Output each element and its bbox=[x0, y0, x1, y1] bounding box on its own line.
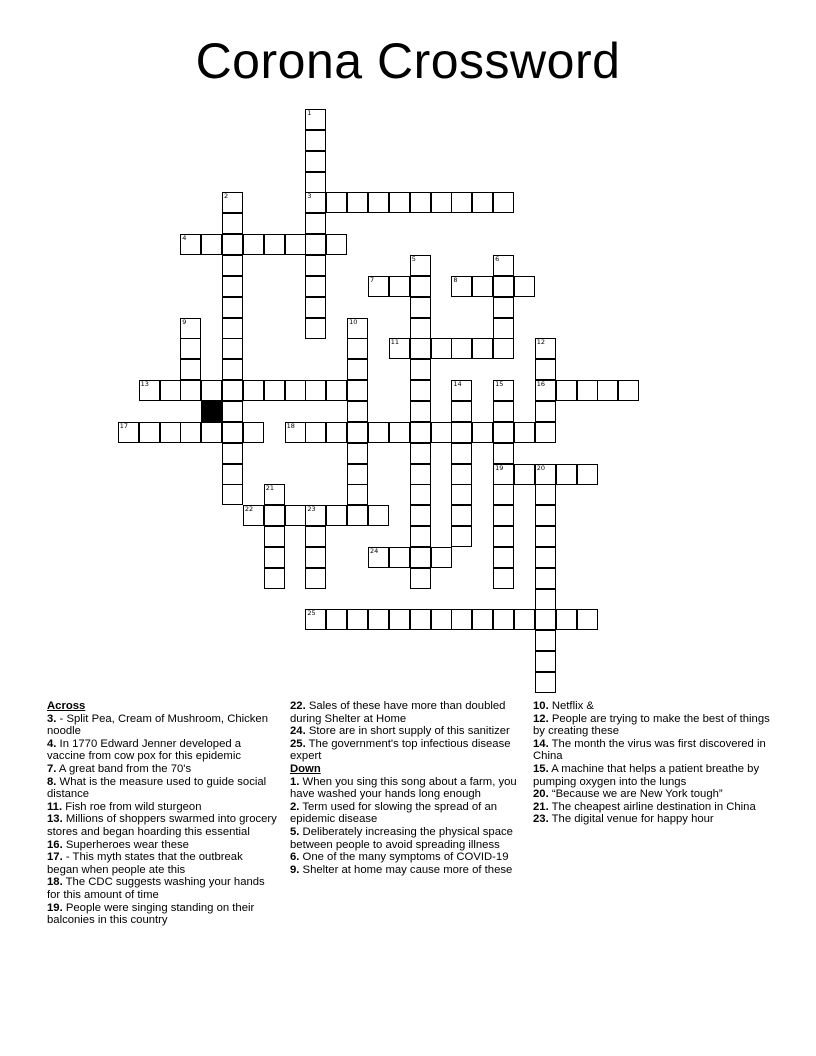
grid-cell[interactable] bbox=[326, 505, 347, 526]
grid-cell[interactable] bbox=[556, 464, 577, 485]
grid-cell[interactable] bbox=[243, 505, 264, 526]
grid-cell[interactable] bbox=[493, 255, 514, 276]
grid-cell[interactable] bbox=[493, 484, 514, 505]
grid-cell[interactable] bbox=[535, 380, 556, 401]
grid-cell[interactable] bbox=[368, 505, 389, 526]
grid-cell[interactable] bbox=[305, 109, 326, 130]
grid-cell[interactable] bbox=[305, 547, 326, 568]
grid-cell[interactable] bbox=[451, 276, 472, 297]
grid-cell[interactable] bbox=[326, 609, 347, 630]
grid-cell[interactable] bbox=[451, 338, 472, 359]
grid-cell[interactable] bbox=[410, 401, 431, 422]
grid-cell[interactable] bbox=[451, 526, 472, 547]
grid-cell[interactable] bbox=[160, 422, 181, 443]
clue-across-4: 4. In 1770 Edward Jenner developed a vaccine from cow pox for this epidemic bbox=[47, 737, 242, 763]
grid-cell[interactable] bbox=[347, 464, 368, 485]
clue-number: 14 bbox=[453, 380, 462, 389]
grid-cell[interactable] bbox=[305, 318, 326, 339]
clue-number: 19 bbox=[495, 463, 504, 472]
grid-cell[interactable] bbox=[222, 464, 243, 485]
grid-cell[interactable] bbox=[514, 464, 535, 485]
grid-cell[interactable] bbox=[493, 547, 514, 568]
grid-cell[interactable] bbox=[472, 609, 493, 630]
grid-cell[interactable] bbox=[180, 422, 201, 443]
grid-cell[interactable] bbox=[451, 380, 472, 401]
grid-cell[interactable] bbox=[535, 568, 556, 589]
grid-cell[interactable] bbox=[347, 609, 368, 630]
grid-cell[interactable] bbox=[410, 192, 431, 213]
clue-across-19: 19. People were singing standing on their balconies in this country bbox=[47, 901, 255, 927]
page-title: Corona Crossword bbox=[195, 33, 621, 89]
grid-cell[interactable] bbox=[180, 318, 201, 339]
grid-cell[interactable] bbox=[368, 547, 389, 568]
grid-cell[interactable] bbox=[410, 297, 431, 318]
clue-down-10: 10. Netflix & bbox=[533, 700, 594, 712]
grid-cell[interactable] bbox=[389, 609, 410, 630]
grid-cell[interactable] bbox=[535, 672, 556, 693]
grid-cell[interactable] bbox=[305, 172, 326, 193]
clue-number: 24 bbox=[370, 546, 379, 555]
clue-number: 1 bbox=[307, 109, 312, 117]
grid-cell[interactable] bbox=[535, 547, 556, 568]
grid-cell[interactable] bbox=[472, 276, 493, 297]
clue-down-20: 20. “Because we are New York tough” bbox=[533, 788, 723, 801]
grid-cell[interactable] bbox=[201, 234, 222, 255]
clue-across-18: 18. The CDC suggests washing your hands for this amount of time bbox=[47, 876, 265, 901]
grid-cell[interactable] bbox=[264, 568, 285, 589]
grid-cell[interactable] bbox=[222, 338, 243, 359]
grid-cell[interactable] bbox=[285, 380, 306, 401]
grid-cell[interactable] bbox=[222, 234, 243, 255]
grid-cell[interactable] bbox=[201, 422, 222, 443]
grid-cell[interactable] bbox=[493, 276, 514, 297]
clue-across-24: 24. Store are in short supply of this sanitizer bbox=[290, 725, 510, 738]
grid-cell[interactable] bbox=[180, 380, 201, 401]
clue-number: 10 bbox=[349, 317, 358, 326]
grid-cell[interactable] bbox=[347, 318, 368, 339]
grid-cell[interactable] bbox=[493, 505, 514, 526]
clue-number: 2 bbox=[224, 192, 229, 201]
grid-cell[interactable] bbox=[451, 609, 472, 630]
grid-cell[interactable] bbox=[535, 609, 556, 630]
grid-cell[interactable] bbox=[535, 464, 556, 485]
grid-cell[interactable] bbox=[577, 380, 598, 401]
clue-down-2: 2. Term used for slowing the spread of an epidemic disease bbox=[290, 800, 498, 826]
clue-down-9: 9. Shelter at home may cause more of these bbox=[290, 863, 513, 876]
grid-cell[interactable] bbox=[180, 359, 201, 380]
grid-cell[interactable] bbox=[139, 380, 160, 401]
clue-down-15: 15. A machine that helps a patient breathe by pumping oxygen into the lungs bbox=[533, 762, 760, 788]
grid-cell[interactable] bbox=[305, 526, 326, 547]
grid-cell[interactable] bbox=[347, 422, 368, 443]
grid-cell[interactable] bbox=[493, 380, 514, 401]
clue-down-14: 14. The month the virus was first discovered in China bbox=[533, 737, 766, 763]
grid-cell[interactable] bbox=[410, 255, 431, 276]
grid-cell[interactable] bbox=[347, 443, 368, 464]
grid-cell[interactable] bbox=[285, 422, 306, 443]
grid-cell[interactable] bbox=[535, 484, 556, 505]
grid-cell[interactable] bbox=[222, 401, 243, 422]
clue-across-17: 17. - This myth states that the outbreak began when people ate this bbox=[47, 851, 243, 876]
clue-across-25: 25. The government's top infectious disease expert bbox=[290, 737, 511, 763]
grid-cell[interactable] bbox=[243, 422, 264, 443]
grid-cell[interactable] bbox=[451, 505, 472, 526]
grid-cell[interactable] bbox=[535, 589, 556, 610]
grid-cell[interactable] bbox=[305, 609, 326, 630]
grid-cell[interactable] bbox=[264, 526, 285, 547]
clue-number: 15 bbox=[495, 380, 504, 389]
grid-cell[interactable] bbox=[389, 276, 410, 297]
grid-cell[interactable] bbox=[410, 380, 431, 401]
grid-cell[interactable] bbox=[305, 505, 326, 526]
grid-cell[interactable] bbox=[222, 359, 243, 380]
clue-number: 3 bbox=[307, 192, 312, 201]
clue-across-16: 16. Superheroes wear these bbox=[47, 838, 189, 851]
grid-cell[interactable] bbox=[472, 422, 493, 443]
clue-down-23: 23. The digital venue for happy hour bbox=[533, 813, 714, 826]
grid-cell[interactable] bbox=[347, 338, 368, 359]
grid-cell[interactable] bbox=[514, 422, 535, 443]
grid-cell[interactable] bbox=[556, 380, 577, 401]
grid-cell[interactable] bbox=[451, 401, 472, 422]
grid-cell[interactable] bbox=[368, 276, 389, 297]
clue-number: 5 bbox=[411, 255, 416, 263]
grid-cell[interactable] bbox=[305, 380, 326, 401]
grid-cell[interactable] bbox=[535, 505, 556, 526]
grid-cell[interactable] bbox=[577, 609, 598, 630]
clue-number: 12 bbox=[536, 338, 546, 347]
clue-across-13: 13. Millions of shoppers swarmed into grocery stores and began hoarding this essential bbox=[47, 813, 277, 838]
clue-number: 23 bbox=[307, 505, 316, 514]
clue-number: 17 bbox=[119, 421, 129, 430]
grid-cell[interactable] bbox=[535, 359, 556, 380]
grid-cell[interactable] bbox=[597, 380, 618, 401]
grid-cell[interactable] bbox=[431, 192, 452, 213]
grid-cell[interactable] bbox=[347, 484, 368, 505]
grid-cell[interactable] bbox=[410, 422, 431, 443]
grid-cell[interactable] bbox=[264, 234, 285, 255]
grid-cell[interactable] bbox=[326, 422, 347, 443]
grid-cell[interactable] bbox=[222, 213, 243, 234]
grid-cell[interactable] bbox=[618, 380, 639, 401]
grid-cell[interactable] bbox=[472, 192, 493, 213]
clue-column-3 bbox=[533, 700, 773, 826]
grid-cell[interactable] bbox=[180, 338, 201, 359]
grid-cell[interactable] bbox=[222, 422, 243, 443]
clue-number: 22 bbox=[244, 505, 254, 514]
grid-cell[interactable] bbox=[305, 255, 326, 276]
grid-cell[interactable] bbox=[493, 526, 514, 547]
grid-cell[interactable] bbox=[514, 276, 535, 297]
grid-cell[interactable] bbox=[410, 464, 431, 485]
grid-cell[interactable] bbox=[118, 422, 139, 443]
clue-number: 25 bbox=[307, 609, 316, 618]
grid-cell[interactable] bbox=[493, 443, 514, 464]
grid-cell[interactable] bbox=[305, 130, 326, 151]
grid-cell[interactable] bbox=[535, 630, 556, 651]
grid-cell[interactable] bbox=[389, 422, 410, 443]
grid-cell[interactable] bbox=[535, 651, 556, 672]
grid-cell[interactable] bbox=[243, 234, 264, 255]
down-header: Down bbox=[290, 762, 321, 775]
grid-cell[interactable] bbox=[305, 151, 326, 172]
clue-across-8: 8. What is the measure used to guide social distance bbox=[47, 775, 267, 801]
grid-cell[interactable] bbox=[556, 609, 577, 630]
grid-cell[interactable] bbox=[368, 192, 389, 213]
clue-down-21: 21. The cheapest airline destination in China bbox=[533, 800, 756, 813]
grid-cell[interactable] bbox=[410, 338, 431, 359]
grid-cell[interactable] bbox=[410, 276, 431, 297]
grid-cell[interactable] bbox=[493, 609, 514, 630]
grid-cell[interactable] bbox=[264, 547, 285, 568]
black-cell bbox=[201, 401, 222, 422]
grid-cell[interactable] bbox=[389, 192, 410, 213]
grid-cell[interactable] bbox=[222, 276, 243, 297]
grid-cell[interactable] bbox=[264, 484, 285, 505]
grid-cell[interactable] bbox=[514, 609, 535, 630]
clue-down-5: 5. Deliberately increasing the physical space between people to avoid spreading illness bbox=[290, 825, 513, 851]
grid-cell[interactable] bbox=[535, 338, 556, 359]
grid-cell[interactable] bbox=[410, 609, 431, 630]
grid-cell[interactable] bbox=[389, 338, 410, 359]
grid-cell[interactable] bbox=[139, 422, 160, 443]
grid-cell[interactable] bbox=[410, 526, 431, 547]
grid-cell[interactable] bbox=[451, 192, 472, 213]
grid-cell[interactable] bbox=[493, 464, 514, 485]
across-header: Across bbox=[47, 700, 86, 712]
clue-down-1: 1. When you sing this song about a farm, you have washed your hands long enough bbox=[290, 775, 517, 801]
grid-cell[interactable] bbox=[410, 505, 431, 526]
grid-cell[interactable] bbox=[326, 234, 347, 255]
grid-cell[interactable] bbox=[431, 338, 452, 359]
grid-cell[interactable] bbox=[535, 422, 556, 443]
clue-column-1 bbox=[47, 700, 277, 927]
clue-number: 13 bbox=[140, 380, 149, 389]
grid-cell[interactable] bbox=[326, 380, 347, 401]
grid-cell[interactable] bbox=[431, 609, 452, 630]
grid-cell[interactable] bbox=[305, 276, 326, 297]
grid-cell[interactable] bbox=[305, 297, 326, 318]
grid-cell[interactable] bbox=[222, 484, 243, 505]
grid-cell[interactable] bbox=[368, 422, 389, 443]
grid-cell[interactable] bbox=[222, 318, 243, 339]
grid-cell[interactable] bbox=[431, 547, 452, 568]
grid-cell[interactable] bbox=[410, 484, 431, 505]
grid-cell[interactable] bbox=[243, 380, 264, 401]
grid-cell[interactable] bbox=[410, 547, 431, 568]
grid-cell[interactable] bbox=[493, 568, 514, 589]
grid-cell[interactable] bbox=[222, 380, 243, 401]
grid-cell[interactable] bbox=[160, 380, 181, 401]
grid-cell[interactable] bbox=[222, 192, 243, 213]
grid-cell[interactable] bbox=[493, 401, 514, 422]
grid-cell[interactable] bbox=[410, 318, 431, 339]
grid-cell[interactable] bbox=[285, 505, 306, 526]
grid-cell[interactable] bbox=[180, 234, 201, 255]
grid-cell[interactable] bbox=[326, 192, 347, 213]
grid-cell[interactable] bbox=[451, 464, 472, 485]
grid-cell[interactable] bbox=[410, 443, 431, 464]
grid-cell[interactable] bbox=[535, 401, 556, 422]
clue-number: 7 bbox=[370, 275, 375, 284]
grid-cell[interactable] bbox=[305, 234, 326, 255]
clue-number: 16 bbox=[536, 380, 546, 389]
grid-cell[interactable] bbox=[493, 338, 514, 359]
grid-cell[interactable] bbox=[347, 192, 368, 213]
grid-cell[interactable] bbox=[472, 338, 493, 359]
grid-cell[interactable] bbox=[535, 526, 556, 547]
clue-across-3: 3. - Split Pea, Cream of Mushroom, Chicken noodle bbox=[47, 712, 269, 738]
clue-down-12: 12. People are trying to make the best of things by creating these bbox=[533, 712, 770, 738]
clue-number: 9 bbox=[182, 317, 187, 326]
grid-cell[interactable] bbox=[368, 609, 389, 630]
clue-column-2 bbox=[290, 700, 525, 876]
grid-cell[interactable] bbox=[347, 505, 368, 526]
grid-cell[interactable] bbox=[493, 422, 514, 443]
grid-cell[interactable] bbox=[493, 297, 514, 318]
clue-number: 11 bbox=[390, 338, 400, 347]
grid-cell[interactable] bbox=[410, 359, 431, 380]
grid-cell[interactable] bbox=[347, 359, 368, 380]
grid-cell[interactable] bbox=[222, 255, 243, 276]
grid-cell[interactable] bbox=[347, 380, 368, 401]
grid-cell[interactable] bbox=[493, 318, 514, 339]
grid-cell[interactable] bbox=[347, 401, 368, 422]
grid-cell[interactable] bbox=[285, 234, 306, 255]
clue-down-6: 6. One of the many symptoms of COVID-19 bbox=[290, 851, 509, 864]
grid-cell[interactable] bbox=[305, 422, 326, 443]
grid-cell[interactable] bbox=[305, 213, 326, 234]
clue-number: 18 bbox=[286, 421, 295, 430]
grid-cell[interactable] bbox=[577, 464, 598, 485]
grid-cell[interactable] bbox=[451, 484, 472, 505]
clue-number: 20 bbox=[536, 463, 546, 472]
grid-cell[interactable] bbox=[451, 422, 472, 443]
grid-cell[interactable] bbox=[264, 505, 285, 526]
clue-number: 6 bbox=[495, 255, 500, 263]
grid-cell[interactable] bbox=[264, 380, 285, 401]
clue-number: 8 bbox=[453, 275, 458, 284]
clue-across-7: 7. A great band from the 70's bbox=[47, 762, 192, 775]
clue-across-11: 11. Fish roe from wild sturgeon bbox=[47, 800, 202, 813]
grid-cell[interactable] bbox=[410, 568, 431, 589]
grid-cell[interactable] bbox=[431, 422, 452, 443]
grid-cell[interactable] bbox=[493, 192, 514, 213]
grid-cell[interactable] bbox=[305, 192, 326, 213]
grid-cell[interactable] bbox=[305, 568, 326, 589]
grid-cell[interactable] bbox=[451, 443, 472, 464]
clue-across-22: 22. Sales of these have more than doubled during Shelter at Home bbox=[290, 700, 506, 725]
clue-number: 21 bbox=[265, 484, 274, 493]
grid-cell[interactable] bbox=[222, 443, 243, 464]
clue-number: 4 bbox=[182, 234, 187, 243]
grid-cell[interactable] bbox=[222, 297, 243, 318]
grid-cell[interactable] bbox=[201, 380, 222, 401]
grid-cell[interactable] bbox=[389, 547, 410, 568]
